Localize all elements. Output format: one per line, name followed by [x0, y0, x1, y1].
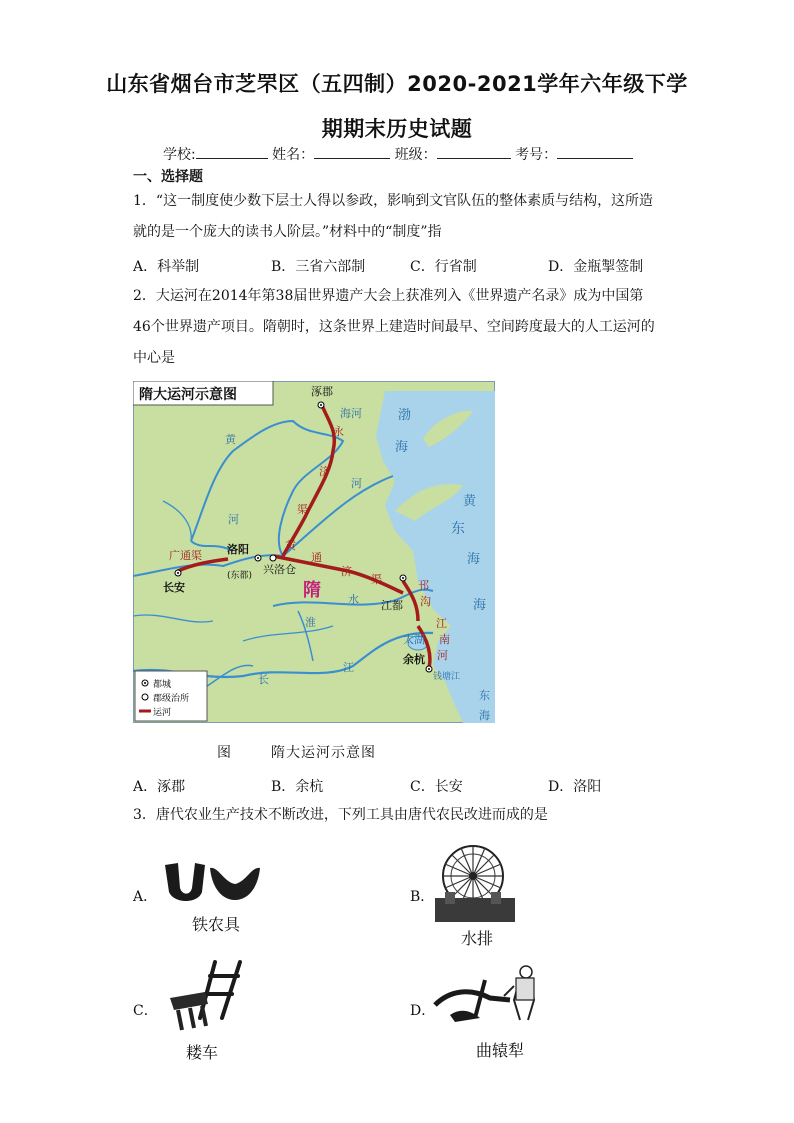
label-xingluocang: 兴洛仓: [263, 563, 296, 576]
label-tongji-3: 济: [341, 565, 352, 578]
label-huai: 淮: [305, 616, 316, 629]
question-2-text: [133, 281, 663, 374]
map-caption-text: 隋大运河示意图: [271, 745, 376, 761]
label-huang-sea: 黄: [463, 494, 477, 509]
label-tongji-1: 黄: [285, 539, 296, 552]
label-yong: 永: [333, 425, 344, 438]
label-hai-right: 海: [479, 709, 490, 722]
label-bo-hai: 海: [395, 440, 409, 455]
question-1-text: [133, 186, 663, 248]
q1-option-d[interactable]: D．金瓶掣签制: [548, 259, 644, 275]
water-bellows-image: [435, 838, 515, 922]
legend-capital: 都城: [153, 680, 172, 690]
q1-option-c[interactable]: C．行省制: [410, 259, 477, 275]
name-blank[interactable]: [314, 145, 390, 159]
label-jiangnan-2: 南: [439, 633, 450, 646]
label-hai-2: 海: [473, 598, 487, 613]
school-label: 学校:: [163, 147, 196, 163]
class-blank[interactable]: [437, 145, 511, 159]
section-heading: 一、选择题: [133, 169, 203, 185]
label-yuhang: 余杭: [403, 653, 425, 666]
label-changan: 长安: [163, 581, 185, 594]
label-hai-1: 海: [467, 552, 481, 567]
label-jiangnan-3: 河: [437, 649, 448, 662]
label-jiang: 江: [343, 661, 354, 674]
q1-line1: 1．“这一制度使少数下层士人得以参政，影响到文官队伍的整体素质与结构，这所造: [133, 193, 654, 209]
map-title: 隋大运河示意图: [139, 387, 237, 403]
q2-line3: 中心是: [133, 350, 175, 366]
label-chang: 长: [258, 673, 269, 686]
label-tongji-4: 渠: [371, 573, 382, 586]
label-huang-he-1: 黄: [225, 433, 236, 446]
q3-option-c-label: 耧车: [186, 1043, 219, 1062]
curved-plow-image: [430, 960, 550, 1030]
legend-canal: 运河: [153, 708, 172, 718]
label-he: 河: [351, 477, 362, 490]
label-dong: 东: [451, 521, 465, 537]
q3-option-b-letter[interactable]: B．: [410, 889, 435, 905]
exam-title-line1: 山东省烟台市芝罘区（五四制）2020-2021学年六年级下学: [106, 72, 688, 96]
q3-option-d-letter[interactable]: D．: [410, 1003, 436, 1019]
label-haihe: 海河: [340, 407, 362, 420]
map-caption-fig: 图: [217, 745, 231, 761]
label-hangou-2: 沟: [420, 595, 431, 608]
q3-option-c-letter[interactable]: C．: [133, 1003, 158, 1019]
sui-grand-canal-map: [133, 381, 495, 723]
q2-option-c[interactable]: C．长安: [410, 779, 463, 795]
seed-drill-image: [160, 958, 250, 1034]
q2-line1: 2．大运河在2014年第38届世界遗产大会上获准列入《世界遗产名录》成为中国第: [133, 288, 644, 304]
legend-prefecture: 郡级治所: [153, 694, 190, 704]
iron-tools-image: [160, 860, 270, 905]
q1-option-a[interactable]: A．科举制: [133, 259, 200, 275]
label-qiantang: 钱塘江: [433, 672, 461, 682]
label-huai-shui: 水: [348, 593, 359, 606]
label-bo: 渤: [398, 408, 412, 423]
name-label: 姓名：: [272, 147, 315, 163]
label-dongdu: (东都): [227, 571, 253, 581]
q2-option-a[interactable]: A．涿郡: [133, 779, 186, 795]
student-info-line: [163, 144, 633, 164]
q3-option-a-label: 铁农具: [192, 915, 241, 934]
q3-option-b-label: 水排: [461, 929, 494, 948]
q2-line2: 46个世界遗产项目。隋朝时，这条世界上建造时间最早、空间跨度最大的人工运河的: [133, 319, 655, 335]
q1-line2: 就的是一个庞大的读书人阶层。”材料中的“制度”指: [133, 224, 442, 240]
q2-option-d[interactable]: D．洛阳: [548, 779, 602, 795]
label-hangou-1: 邗: [418, 579, 429, 592]
label-tongji-2: 通: [311, 551, 322, 564]
label-zhuojun: 涿郡: [311, 385, 333, 398]
q3-option-d-label: 曲辕犁: [476, 1041, 525, 1060]
label-huang-he-2: 河: [228, 513, 239, 526]
number-label: 考号：: [515, 147, 558, 163]
label-jiangdu: 江都: [381, 599, 403, 612]
label-jiangnan-1: 江: [436, 617, 447, 630]
label-yong-qu: 渠: [297, 503, 308, 516]
label-taihu: 太湖: [403, 633, 425, 646]
q3-option-a-letter[interactable]: A．: [133, 889, 158, 905]
label-guangtong: 广通渠: [169, 549, 202, 562]
class-label: 班级：: [394, 147, 437, 163]
label-yong-ji: 济: [319, 465, 330, 478]
label-sui: 隋: [303, 580, 321, 601]
label-dong-right: 东: [479, 689, 490, 702]
q1-option-b[interactable]: B．三省六部制: [271, 259, 366, 275]
label-luoyang: 洛阳: [227, 543, 249, 556]
school-blank[interactable]: [196, 145, 268, 159]
exam-title-line2: 期期末历史试题: [321, 117, 473, 141]
q2-option-b[interactable]: B．余杭: [271, 779, 324, 795]
question-3-text: 3．唐代农业生产技术不断改进，下列工具由唐代农民改进而成的是: [133, 807, 548, 823]
number-blank[interactable]: [557, 145, 633, 159]
